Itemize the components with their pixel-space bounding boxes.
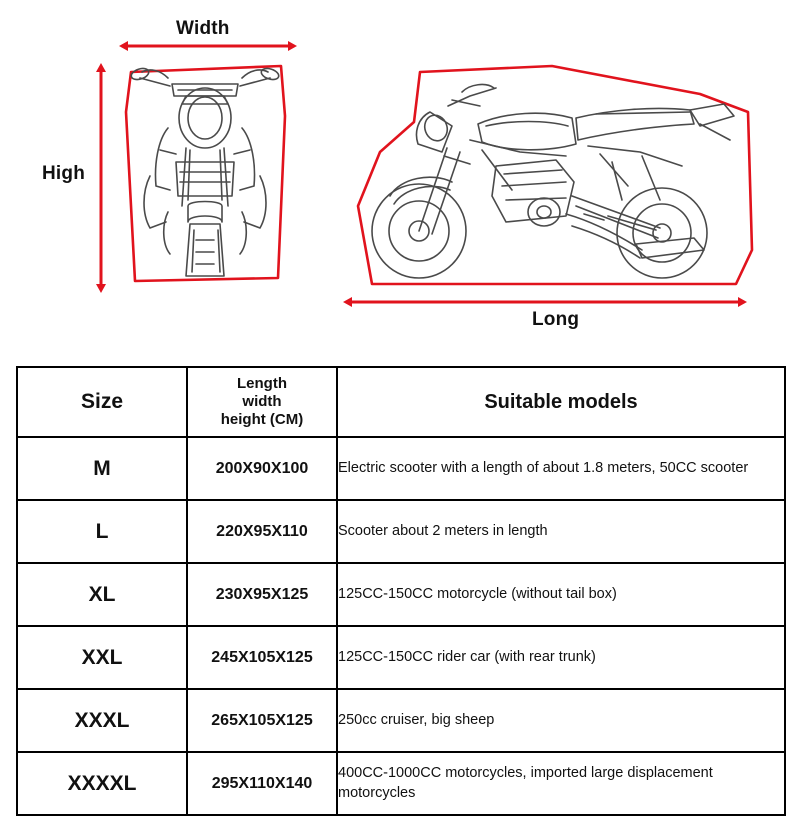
table-row [17,437,785,500]
table-body [17,437,785,815]
motorcycle-side-view [372,85,734,278]
cell-models: 400CC-1000CC motorcycles, imported large displacement motorcycles [337,752,785,815]
cell-models: 125CC-150CC rider car (with rear trunk) [337,626,785,689]
table-row [17,500,785,563]
size-table [16,366,786,816]
cell-size: XL [17,563,187,626]
cell-models: 250cc cruiser, big sheep [337,689,785,752]
table-row [17,752,785,815]
table-row [17,626,785,689]
cell-dimensions: 265X105X125 [187,689,337,752]
header-size: Size [17,367,187,437]
cell-size: XXL [17,626,187,689]
table-row [17,689,785,752]
width-label: Width [176,18,230,39]
header-dimensions [187,367,337,437]
front-cover-outline [126,66,285,281]
high-label: High [42,163,86,184]
cell-size: M [17,437,187,500]
cell-models: 125CC-150CC motorcycle (without tail box) [337,563,785,626]
header-dimensions-line3: height (CM) [220,411,304,429]
cell-dimensions: 200X90X100 [187,437,337,500]
long-label: Long [532,309,580,330]
motorcycle-front-view [130,66,280,276]
diagram-svg [0,0,800,360]
cell-size: XXXXL [17,752,187,815]
size-table-wrapper [16,366,784,816]
cell-models: Scooter about 2 meters in length [337,500,785,563]
header-dimensions-line1: Length [237,374,287,392]
cell-dimensions: 295X110X140 [187,752,337,815]
table-header-row [17,367,785,437]
cell-size: L [17,500,187,563]
cell-models: Electric scooter with a length of about 1.8 meters, 50CC scooter [337,437,785,500]
header-dimensions-line2: width [242,392,282,410]
cell-dimensions: 220X95X110 [187,500,337,563]
cell-dimensions: 230X95X125 [187,563,337,626]
table-row [17,563,785,626]
table-header [17,367,785,437]
header-models: Suitable models [337,367,785,437]
size-diagram [0,0,800,360]
cell-dimensions: 245X105X125 [187,626,337,689]
cell-size: XXXL [17,689,187,752]
